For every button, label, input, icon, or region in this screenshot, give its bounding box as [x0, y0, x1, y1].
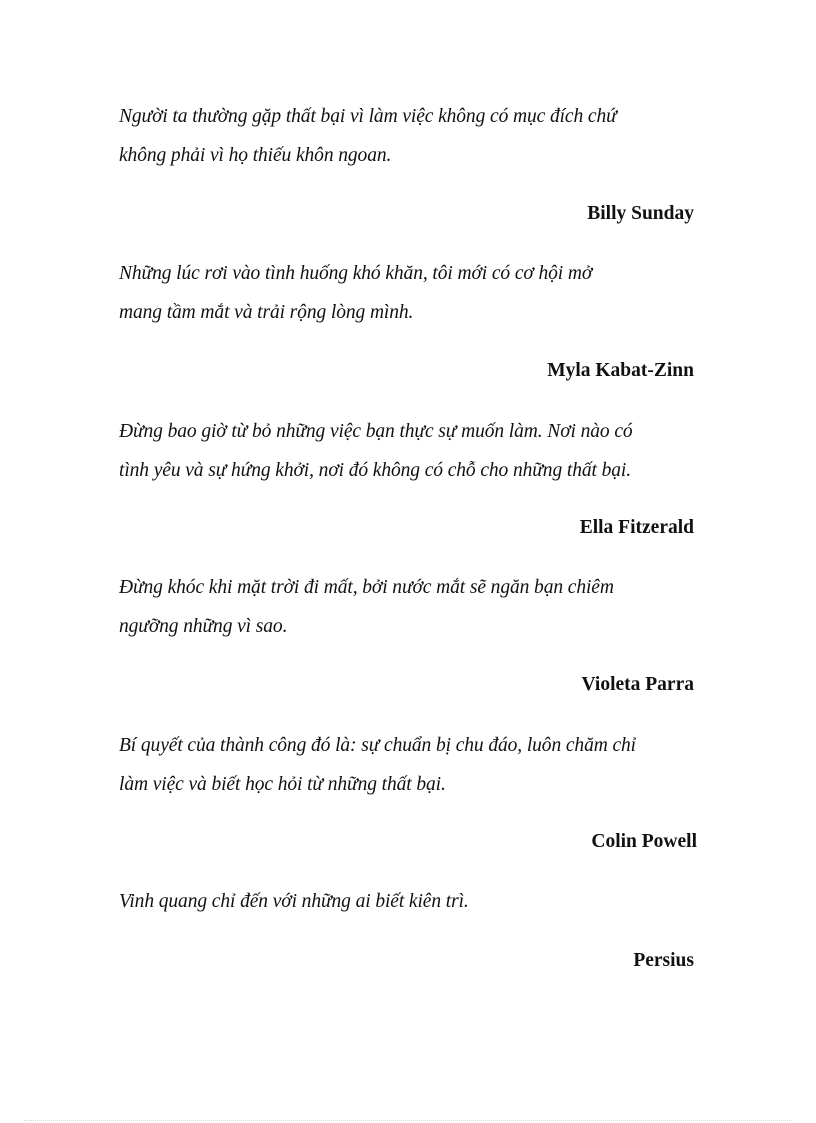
page-bottom-divider [24, 1120, 792, 1121]
quote-author: Persius [633, 950, 694, 971]
quote-6 [119, 882, 709, 921]
quote-2 [119, 254, 709, 332]
quote-author: Colin Powell [591, 831, 697, 852]
quote-1 [119, 97, 709, 175]
quote-3 [119, 412, 709, 490]
quote-5 [119, 726, 709, 804]
quote-line: ngưỡng những vì sao. [119, 616, 288, 637]
quote-author: Ella Fitzerald [579, 517, 694, 538]
quote-line: Vinh quang chỉ đến với những ai biết kiên trì. [119, 891, 469, 912]
quote-line: Những lúc rơi vào tình huống khó khăn, tôi mới có cơ hội mở [119, 263, 593, 284]
quote-line: làm việc và biết học hỏi từ những thất bại. [119, 774, 446, 795]
quote-line: Người ta thường gặp thất bại vì làm việc không có mục đích chứ [119, 106, 617, 127]
quote-line: tình yêu và sự hứng khởi, nơi đó không có chỗ cho những thất bại. [119, 460, 631, 481]
quote-author: Violeta Parra [581, 674, 694, 695]
quote-author: Billy Sunday [587, 203, 694, 224]
quote-line: Đừng khóc khi mặt trời đi mất, bởi nước mắt sẽ ngăn bạn chiêm [119, 577, 614, 598]
quote-line: Bí quyết của thành công đó là: sự chuẩn bị chu đáo, luôn chăm chỉ [119, 735, 637, 756]
quote-line: không phải vì họ thiếu khôn ngoan. [119, 145, 392, 166]
quote-line: mang tầm mắt và trải rộng lòng mình. [119, 302, 414, 323]
quote-line: Đừng bao giờ từ bỏ những việc bạn thực sự muốn làm. Nơi nào có [119, 421, 633, 442]
quote-author: Myla Kabat-Zinn [547, 360, 694, 381]
quote-4 [119, 568, 709, 646]
